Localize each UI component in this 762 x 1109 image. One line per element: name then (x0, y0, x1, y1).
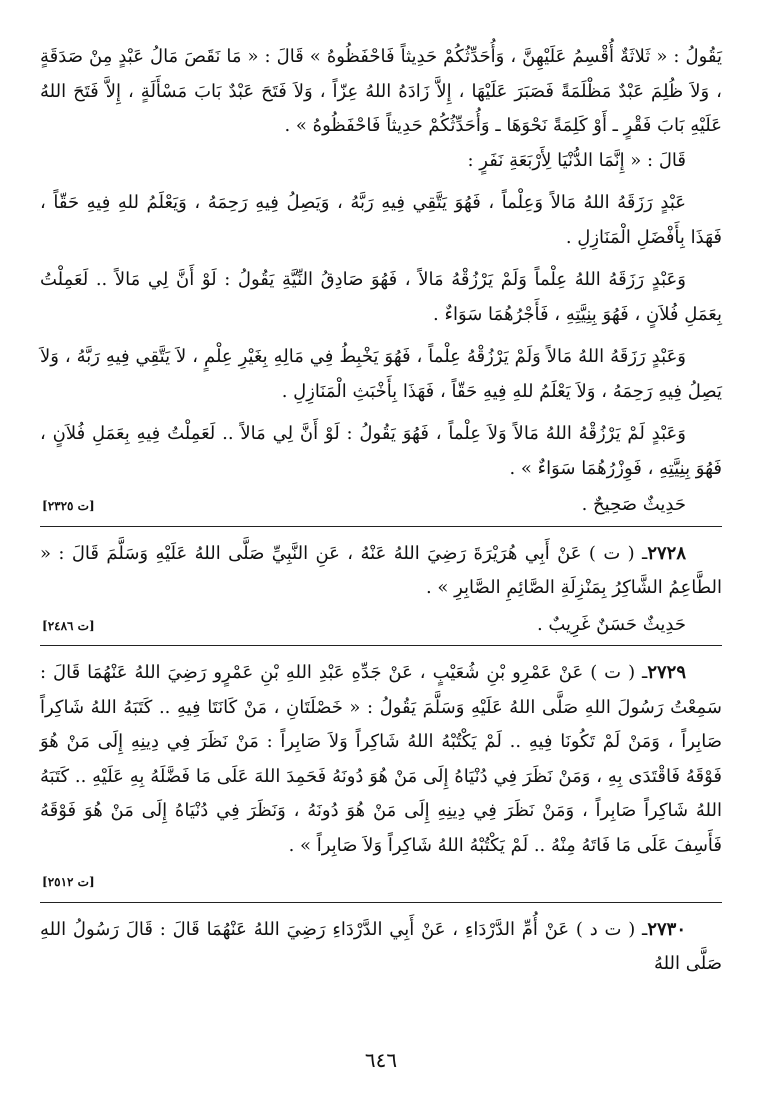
source-reference: [ت ٢٥١٢] (42, 875, 95, 889)
source-reference: [ت ٢٣٢٥] (42, 499, 95, 513)
hadith-number: ٢٧٢٨ (647, 542, 686, 564)
hadith-2728 (40, 537, 722, 606)
divider (40, 902, 722, 903)
grade-row (40, 865, 722, 900)
hadith-2729 (40, 656, 722, 863)
source-reference: [ت ٢٤٨٦] (42, 618, 95, 633)
hadith-text: ـ ( ت د ) عَنْ أُمِّ الدَّرْدَاءِ ، عَنْ أَبِي الدَّرْدَاءِ رَضِيَ اللهُ عَنْهُمَا قَالَ : قَالَ رَسُولُ اللهِ صَلَّى اللهُ (40, 918, 722, 974)
hadith-text: ـ ( ت ) عَنْ عَمْرِو بْنِ شُعَيْبٍ ، عَنْ جَدِّهِ عَبْدِ اللهِ بْنِ عَمْرٍو رَضِيَ اللهُ عَنْهُمَا قَالَ : سَمِعْتُ رَسُولَ اللهِ صَلَّى اللهُ عَلَيْهِ وَسَلَّمَ يَقُولُ : « خَصْلَتَانِ ، مَنْ كَانَتَا فِيهِ .. كَتَبَهُ اللهُ شَاكِراً صَابِراً ، وَمَنْ لَمْ تَكُونَا فِيهِ .. لَمْ يَكْتُبْهُ اللهُ شَاكِراً وَلاَ صَابِراً : مَنْ نَظَرَ فِي دِينِهِ إِلَى مَنْ هُوَ فَوْقَهُ فَاقْتَدَى بِهِ ، وَمَنْ نَظَرَ فِي دُنْيَاهُ إِلَى مَنْ هُوَ دُونَهُ فَحَمِدَ اللهَ عَلَى مَا فَضَّلَهُ بِهِ عَلَيْهِ .. كَتَبَهُ اللهُ شَاكِراً صَابِراً ، وَمَنْ نَظَرَ فِي دِينِهِ إِلَى مَنْ هُوَ دُونَهُ ، وَنَظَرَ فِي دُنْيَاهُ إِلَى مَنْ هُوَ فَوْقَهُ فَأَسِفَ عَلَى مَا فَاتَهُ مِنْهُ .. لَمْ يَكْتُبْهُ اللهُ شَاكِراً وَلاَ صَابِراً » . (40, 662, 722, 856)
hadith-paragraph: وَعَبْدٍ لَمْ يَرْزُقْهُ اللهُ مَالاً وَلاَ عِلْماً ، فَهُوَ يَقُولُ : لَوْ أَنَّ لِي مَالاً .. لَعَمِلْتُ فِيهِ بِعَمَلِ فُلاَنٍ ، فَهُوَ بِنِيَّتِهِ ، فَوِزْرُهُمَا سَوَاءٌ » . (40, 423, 722, 479)
hadith-paragraph: قَالَ : « إِنَّمَا الدُّنْيَا لِأَرْبَعَةِ نَفَرٍ : (467, 149, 686, 171)
hadith-number: ٢٧٢٩ (647, 662, 686, 683)
hadith-number: ٢٧٣٠ (647, 918, 686, 940)
divider (40, 645, 722, 646)
hadith-2730 (40, 913, 722, 982)
hadith-paragraph: وَعَبْدٍ رَزَقَهُ اللهُ عِلْماً وَلَمْ يَرْزُقْهُ مَالاً ، فَهُوَ صَادِقُ النِّيَّةِ يَقُولُ : لَوْ أَنَّ لِي مَالاً .. لَعَمِلْتُ بِعَمَلِ فُلاَنٍ ، فَهُوَ بِنِيَّتِهِ ، فَأَجْرُهُمَا سَوَاءٌ . (40, 269, 722, 325)
hadith-grade: حَدِيثٌ صَحِيحٌ . (581, 494, 686, 515)
grade-row (40, 488, 722, 524)
grade-row (40, 608, 722, 644)
hadith-paragraph: وَعَبْدٍ رَزَقَهُ اللهُ مَالاً وَلَمْ يَرْزُقْهُ عِلْماً ، فَهُوَ يَخْبِطُ فِي مَالِهِ بِغَيْرِ عِلْمٍ ، لاَ يَتَّقِي فِيهِ رَبَّهُ ، وَلاَ يَصِلُ فِيهِ رَحِمَهُ ، وَلاَ يَعْلَمُ للهِ فِيهِ حَقّاً ، فَهَذَا بِأَخْبَثِ الْمَنَازِلِ . (40, 346, 722, 402)
page-text-block (40, 40, 722, 982)
hadith-paragraph: عَبْدٍ رَزَقَهُ اللهُ مَالاً وَعِلْماً ، فَهُوَ يَتَّقِي فِيهِ رَبَّهُ ، وَيَصِلُ فِيهِ رَحِمَهُ ، وَيَعْلَمُ للهِ فِيهِ حَقّاً ، فَهَذَا بِأَفْضَلِ الْمَنَازِلِ . (40, 192, 722, 248)
divider (40, 526, 722, 527)
hadith-grade: حَدِيثٌ حَسَنٌ غَرِيبٌ . (536, 613, 686, 635)
page-number: ٦٤٦ (364, 1048, 398, 1072)
hadith-paragraph: يَقُولُ : « ثَلاثَةٌ أُقْسِمُ عَلَيْهِنَّ ، وَأُحَدِّثُكُمْ حَدِيثاً فَاحْفَظُوهُ » قَالَ : « مَا نَقَصَ مَالُ عَبْدٍ مِنْ صَدَقَةٍ ، وَلاَ ظُلِمَ عَبْدٌ مَظْلَمَةً فَصَبَرَ عَلَيْهَا ، إِلاَّ زَادَهُ اللهُ عِزّاً ، وَلاَ فَتَحَ عَبْدٌ بَابَ مَسْأَلَةٍ ، إِلاَّ فَتَحَ اللهُ عَلَيْهِ بَابَ فَقْرٍ ـ أَوْ كَلِمَةً نَحْوَهَا ـ وَأُحَدِّثُكُمْ حَدِيثاً فَاحْفَظُوهُ » . (40, 46, 722, 136)
hadith-text: ـ ( ت ) عَنْ أَبِي هُرَيْرَةَ رَضِيَ اللهُ عَنْهُ ، عَنِ النَّبِيِّ صَلَّى اللهُ عَلَيْهِ وَسَلَّمَ قَالَ : « الطَّاعِمُ الشَّاكِرُ بِمَنْزِلَةِ الصَّائِمِ الصَّابِرِ » . (40, 542, 722, 598)
